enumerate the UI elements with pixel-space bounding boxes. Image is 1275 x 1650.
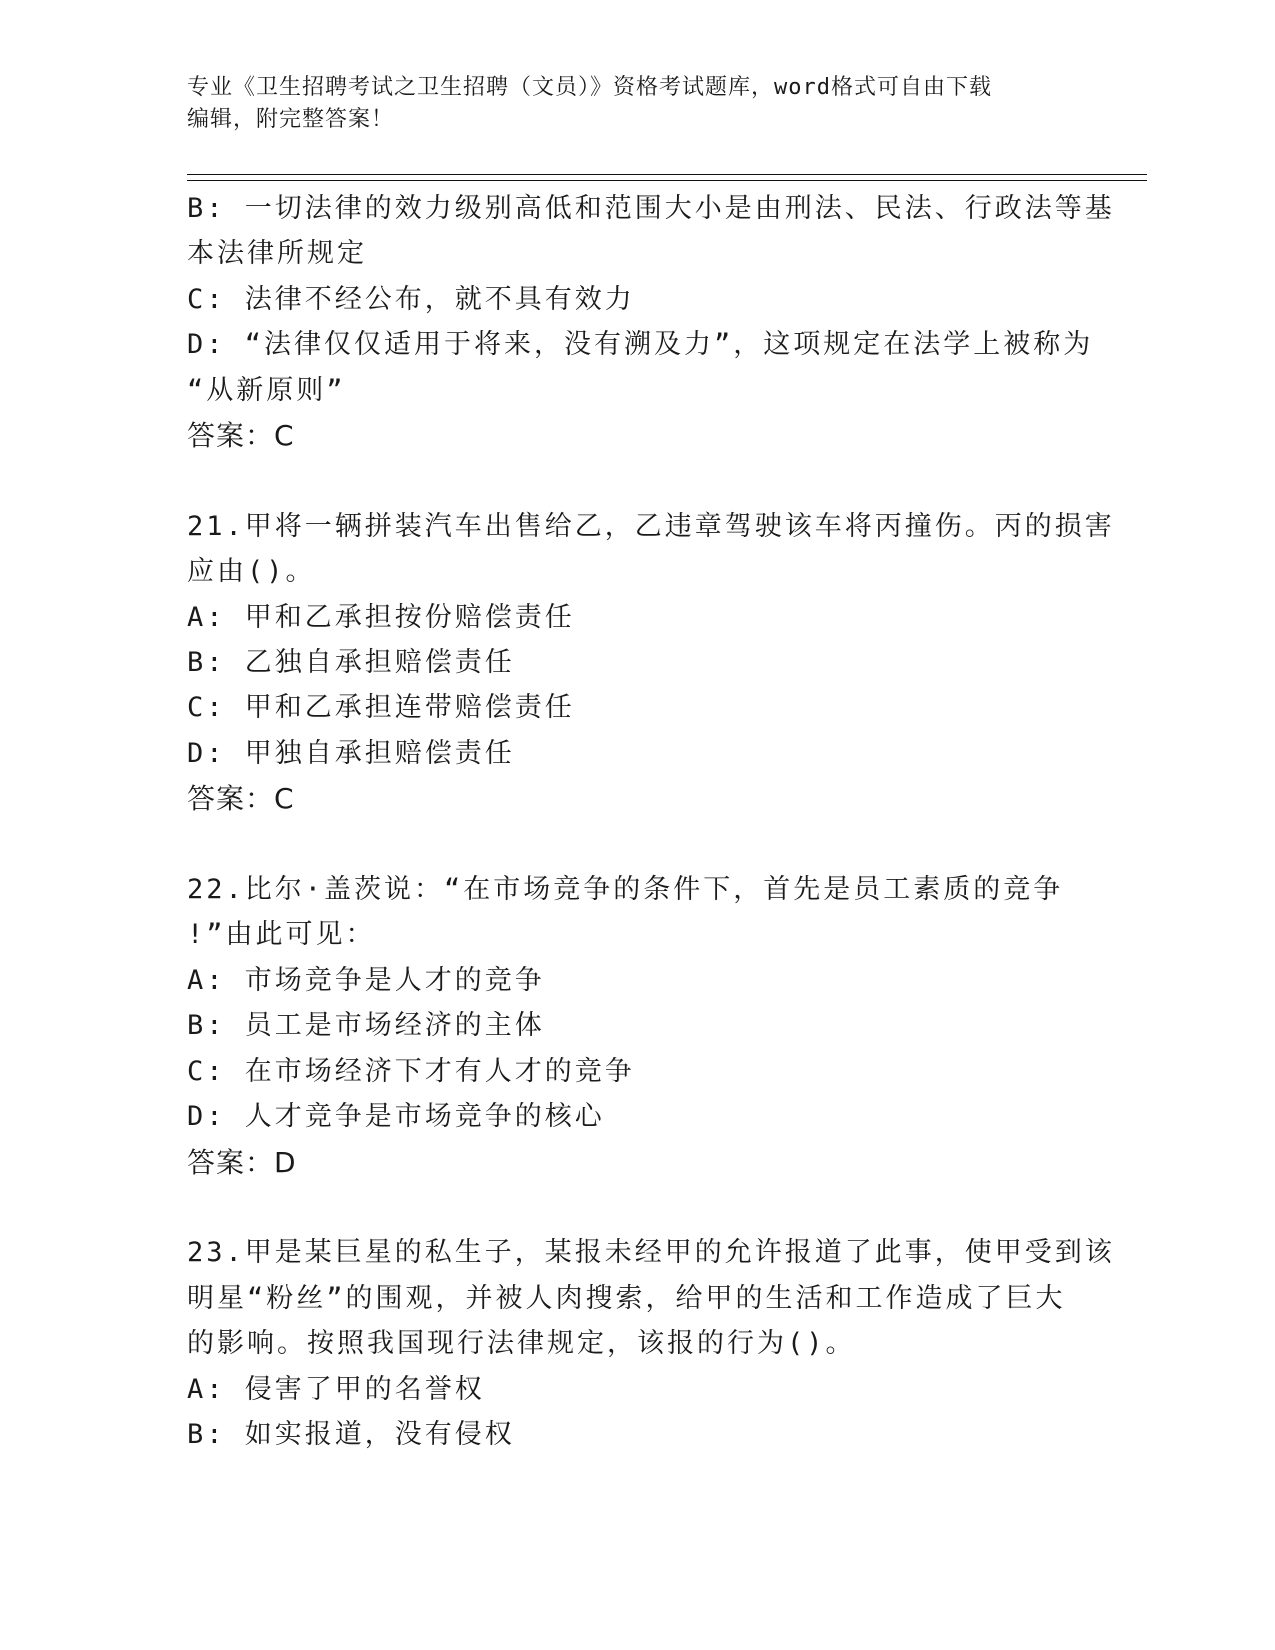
question-23 xyxy=(187,1230,1115,1457)
option-b: B: 乙独自承担赔偿责任 xyxy=(187,647,515,679)
question-21 xyxy=(187,504,1115,822)
header-line-2: 编辑，附完整答案！ xyxy=(187,107,395,132)
question-stem-line-1: 21.甲将一辆拼装汽车出售给乙，乙违章驾驶该车将丙撞伤。丙的损害 xyxy=(187,510,1115,542)
option-b: B: 如实报道，没有侵权 xyxy=(187,1418,515,1450)
question-stem-line-2: !”由此可见： xyxy=(187,919,376,951)
question-stem-line-1: 23.甲是某巨星的私生子，某报未经甲的允许报道了此事，使甲受到该 xyxy=(187,1237,1115,1269)
spacer xyxy=(187,458,1087,503)
spacer xyxy=(187,822,1087,867)
option-a: A: 侵害了甲的名誉权 xyxy=(187,1373,485,1405)
header-divider-bottom xyxy=(187,180,1147,181)
option-c: C: 法律不经公布，就不具有效力 xyxy=(187,283,635,315)
question-stem-line-1: 22.比尔·盖茨说：“在市场竞争的条件下，首先是员工素质的竞争 xyxy=(187,874,1064,906)
option-a: A: 市场竞争是人才的竞争 xyxy=(187,964,545,996)
option-b: B: 员工是市场经济的主体 xyxy=(187,1010,545,1042)
option-d: D: 人才竞争是市场竞争的核心 xyxy=(187,1101,605,1133)
spacer xyxy=(187,1185,1087,1230)
question-22 xyxy=(187,867,1087,1185)
option-c: C: 甲和乙承担连带赔偿责任 xyxy=(187,692,575,724)
document-header xyxy=(187,72,1087,136)
option-d: D: 甲独自承担赔偿责任 xyxy=(187,737,515,769)
answer: 答案：D xyxy=(187,1145,297,1179)
header-line-1: 专业《卫生招聘考试之卫生招聘（文员）》资格考试题库，word格式可自由下载 xyxy=(187,75,992,100)
option-c: C: 在市场经济下才有人才的竞争 xyxy=(187,1055,635,1087)
answer: 答案：C xyxy=(187,782,295,816)
question-stem-line-2: 明星“粉丝”的围观，并被人肉搜索，给甲的生活和工作造成了巨大 xyxy=(187,1282,1066,1314)
question-content xyxy=(187,186,1115,1457)
question-20 xyxy=(187,186,1115,458)
question-stem-line-3: 的影响。按照我国现行法律规定，该报的行为()。 xyxy=(187,1328,856,1360)
option-d-line-2: “从新原则” xyxy=(187,374,346,406)
answer: 答案：C xyxy=(187,419,295,453)
option-d-line-1: D: “法律仅仅适用于将来，没有溯及力”，这项规定在法学上被称为 xyxy=(187,329,1094,361)
question-stem-line-2: 应由()。 xyxy=(187,556,316,588)
header-divider-top xyxy=(187,174,1147,175)
option-b-line-1: B: 一切法律的效力级别高低和范围大小是由刑法、民法、行政法等基 xyxy=(187,193,1115,224)
option-a: A: 甲和乙承担按份赔偿责任 xyxy=(187,601,575,633)
option-b-line-2: 本法律所规定 xyxy=(187,238,367,270)
